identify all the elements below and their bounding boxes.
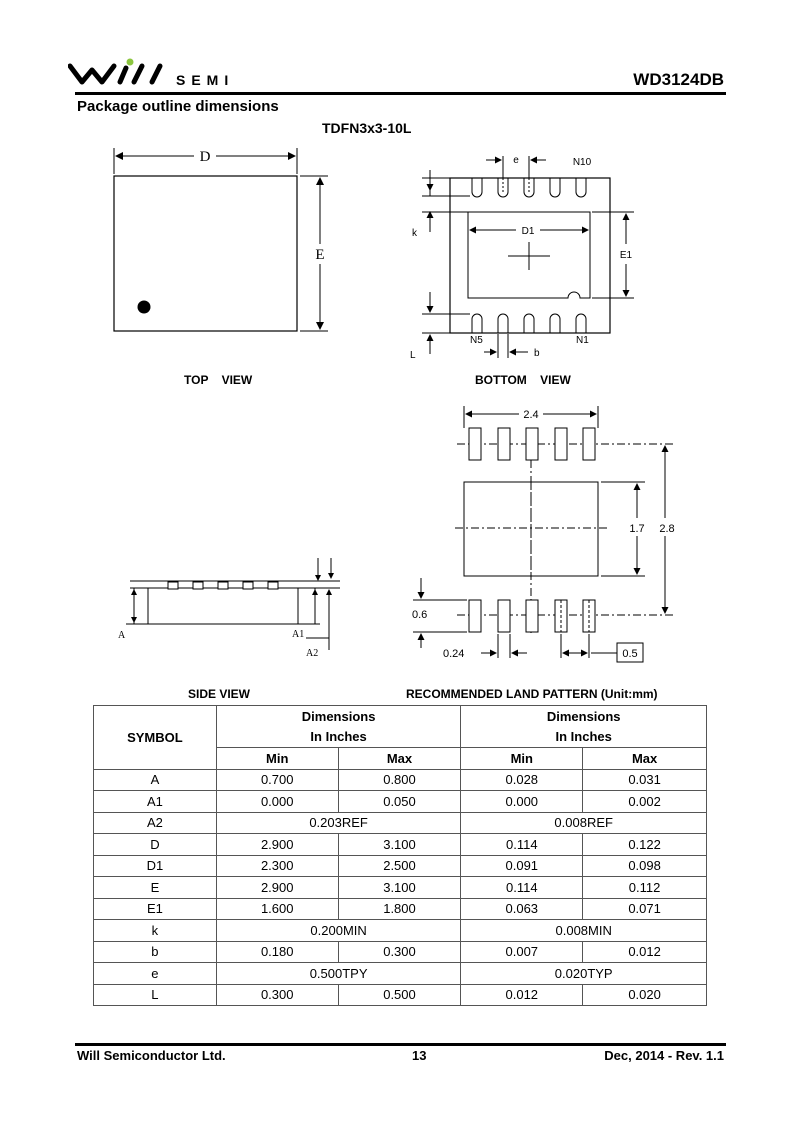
side-label-a2: A2 xyxy=(306,648,319,659)
footer-company: Will Semiconductor Ltd. xyxy=(77,1048,226,1063)
inch-value-cell: 0.008MIN xyxy=(461,920,707,942)
inch-min-cell: 0.000 xyxy=(461,791,583,813)
side-label-a: A xyxy=(118,630,126,641)
bottom-view-caption: BOTTOM VIEW xyxy=(475,373,571,387)
mm-min-cell: 1.600 xyxy=(216,898,338,920)
part-number: WD3124DB xyxy=(633,70,724,89)
dimensions-table xyxy=(93,705,707,1006)
symbol-cell: e xyxy=(94,963,217,985)
land-pad-width: 0.24 xyxy=(443,648,465,660)
will-semi-logo xyxy=(68,58,168,86)
symbol-cell: k xyxy=(94,920,217,942)
mm-min-header: Min xyxy=(216,748,338,770)
mm-max-cell: 2.500 xyxy=(338,855,461,877)
inch-min-cell: 0.007 xyxy=(461,941,583,963)
inch-max-cell: 0.071 xyxy=(583,898,707,920)
side-label-a1: A1 xyxy=(292,629,305,640)
land-pad-height: 1.7 xyxy=(629,523,645,535)
footer-page-number: 13 xyxy=(412,1048,427,1063)
group-header-mm-1: Dimensions xyxy=(216,706,461,727)
inch-min-cell: 0.028 xyxy=(461,769,583,791)
mm-value-cell: 0.203REF xyxy=(216,812,461,834)
mm-max-cell: 0.800 xyxy=(338,769,461,791)
inch-min-cell: 0.012 xyxy=(461,984,583,1006)
table-row xyxy=(94,920,707,942)
package-title: TDFN3x3-10L xyxy=(322,120,412,136)
side-view-caption: SIDE VIEW xyxy=(188,687,251,701)
label-e-pitch: e xyxy=(513,155,519,166)
mm-min-cell: 0.300 xyxy=(216,984,338,1006)
inch-max-cell: 0.002 xyxy=(583,791,707,813)
mm-min-cell: 0.000 xyxy=(216,791,338,813)
inch-max-cell: 0.112 xyxy=(583,877,707,899)
label-e1: E1 xyxy=(619,250,633,261)
land-pad-len: 0.6 xyxy=(412,609,428,621)
inch-value-cell: 0.008REF xyxy=(461,812,707,834)
symbol-cell: D xyxy=(94,834,217,856)
symbol-cell: A xyxy=(94,769,217,791)
label-l: L xyxy=(410,350,416,361)
inch-max-cell: 0.012 xyxy=(583,941,707,963)
inch-max-cell: 0.098 xyxy=(583,855,707,877)
symbol-cell: E1 xyxy=(94,898,217,920)
inch-min-cell: 0.091 xyxy=(461,855,583,877)
table-row xyxy=(94,877,707,899)
table-row xyxy=(94,963,707,985)
bottom-view-drawing xyxy=(400,148,650,368)
mm-max-cell: 3.100 xyxy=(338,834,461,856)
in-max-header: Max xyxy=(583,748,707,770)
group-header-in-2: In Inches xyxy=(461,727,707,748)
inch-min-cell: 0.063 xyxy=(461,898,583,920)
brand-text: SEMI xyxy=(176,72,235,88)
label-n10: N10 xyxy=(572,157,592,168)
mm-min-cell: 0.180 xyxy=(216,941,338,963)
group-header-mm-2: In Inches xyxy=(216,727,461,748)
mm-value-cell: 0.500TPY xyxy=(216,963,461,985)
label-k: k xyxy=(412,228,417,239)
mm-min-cell: 2.900 xyxy=(216,877,338,899)
mm-min-cell: 2.900 xyxy=(216,834,338,856)
symbol-cell: b xyxy=(94,941,217,963)
inch-max-cell: 0.020 xyxy=(583,984,707,1006)
mm-max-cell: 1.800 xyxy=(338,898,461,920)
inch-max-cell: 0.031 xyxy=(583,769,707,791)
mm-max-cell: 0.500 xyxy=(338,984,461,1006)
header-rule xyxy=(75,92,726,95)
inch-max-cell: 0.122 xyxy=(583,834,707,856)
table-row xyxy=(94,834,707,856)
table-row xyxy=(94,898,707,920)
label-n1: N1 xyxy=(576,335,589,346)
land-total-height: 2.8 xyxy=(659,523,675,535)
symbol-cell: A1 xyxy=(94,791,217,813)
footer-date-rev: Dec, 2014 - Rev. 1.1 xyxy=(604,1048,724,1063)
table-row xyxy=(94,984,707,1006)
inch-min-cell: 0.114 xyxy=(461,877,583,899)
label-n5: N5 xyxy=(470,335,483,346)
group-header-in-1: Dimensions xyxy=(461,706,707,727)
mm-min-cell: 0.700 xyxy=(216,769,338,791)
land-pattern-caption: RECOMMENDED LAND PATTERN (Unit:mm) xyxy=(406,687,658,701)
symbol-cell: E xyxy=(94,877,217,899)
mm-max-cell: 3.100 xyxy=(338,877,461,899)
top-view-label-d: D xyxy=(199,149,211,165)
mm-min-cell: 2.300 xyxy=(216,855,338,877)
footer-rule xyxy=(75,1043,726,1046)
land-pitch: 0.5 xyxy=(622,648,638,660)
table-row xyxy=(94,791,707,813)
table-row xyxy=(94,812,707,834)
symbol-cell: L xyxy=(94,984,217,1006)
mm-max-cell: 0.300 xyxy=(338,941,461,963)
mm-max-cell: 0.050 xyxy=(338,791,461,813)
land-width: 2.4 xyxy=(523,409,539,421)
symbol-cell: D1 xyxy=(94,855,217,877)
mm-value-cell: 0.200MIN xyxy=(216,920,461,942)
symbol-header: SYMBOL xyxy=(94,706,217,770)
top-view-label-e: E xyxy=(315,247,325,263)
label-d1: D1 xyxy=(521,226,535,237)
in-min-header: Min xyxy=(461,748,583,770)
inch-value-cell: 0.020TYP xyxy=(461,963,707,985)
land-pattern-drawing xyxy=(405,400,685,670)
label-b: b xyxy=(534,348,540,359)
inch-min-cell: 0.114 xyxy=(461,834,583,856)
top-view-caption: TOP VIEW xyxy=(184,373,253,387)
top-view-drawing xyxy=(100,140,340,340)
table-row xyxy=(94,941,707,963)
table-row xyxy=(94,769,707,791)
table-row xyxy=(94,855,707,877)
symbol-cell: A2 xyxy=(94,812,217,834)
section-title: Package outline dimensions xyxy=(77,98,279,115)
side-view-drawing xyxy=(110,550,350,660)
dimensions-rows xyxy=(94,769,707,1006)
mm-max-header: Max xyxy=(338,748,461,770)
